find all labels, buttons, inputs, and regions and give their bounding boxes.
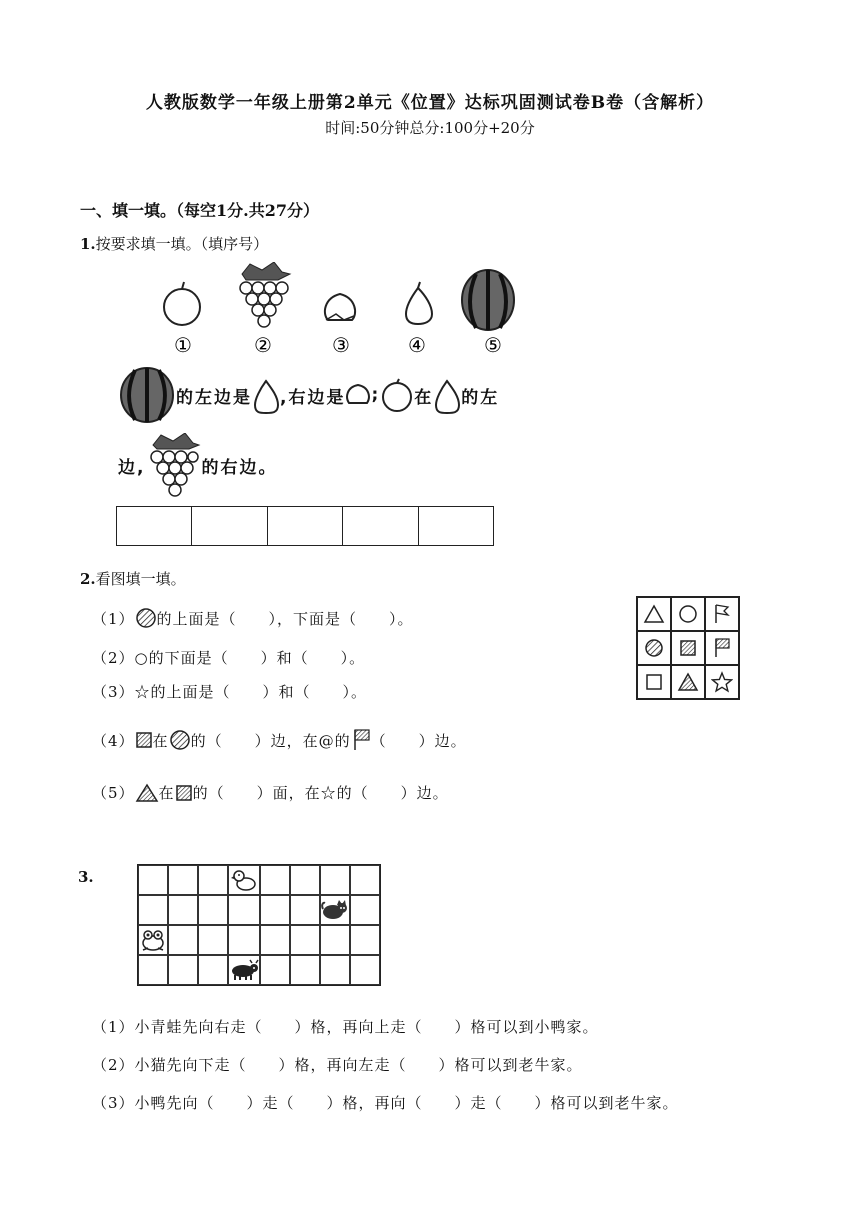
q1-text-e: 的左 [461,387,500,408]
fruit-label-4: ④ [408,333,426,357]
map-cell [228,865,260,895]
grape-icon [145,433,201,497]
hatched-square-icon [135,731,153,749]
map-cell [138,895,168,925]
grid-cell [671,597,705,631]
q2-l5-a: 在 [158,784,175,802]
q1-answer-boxes [116,506,494,546]
q1-text-f: 边, [118,457,146,478]
peach-icon [325,294,355,320]
map-cell [198,955,228,985]
map-cell [168,955,198,985]
flag-icon [712,603,732,625]
map-cell [198,925,228,955]
q2-prompt: 看图填一填。 [95,570,186,588]
q2-l5-b: 的（ ）面，在☆的（ ）边。 [192,784,449,802]
q1-text-b: ,右边是 [280,387,346,408]
q2-line-2: （2）○的下面是（ ）和（ ）。 [92,649,366,667]
map-cell [198,895,228,925]
section-heading: 一、填一填。（每空1分.共27分） [80,201,319,220]
pear-icon [252,375,280,415]
pear-icon [433,375,461,415]
map-cell [260,895,290,925]
apple-icon [164,282,200,325]
fruit-label-1: ① [174,333,192,357]
map-cell [228,895,260,925]
map-cell [350,955,380,985]
q2-line-1 [92,607,414,629]
pear-icon [406,282,432,324]
q2-number: 2. [80,570,96,588]
page-subtitle: 时间:50分钟总分:100分+20分 [325,119,535,137]
map-cell [168,865,198,895]
q3-heading [78,868,94,886]
hatched-circle-icon [169,729,191,751]
watermelon-icon [462,270,514,330]
grid-cell [705,631,739,665]
grid-cell [705,597,739,631]
q2-heading [80,568,186,589]
grid-cell [637,631,671,665]
q1-text-d: 在 [414,387,434,408]
map-cell [260,865,290,895]
q2-l1-num: （1） [92,609,135,628]
map-cell [138,865,168,895]
map-cell [228,955,260,985]
answer-cell[interactable] [117,507,192,545]
animal-map-grid [137,864,381,986]
map-cell [260,925,290,955]
q2-line-5 [92,782,449,803]
q1-number: 1. [80,235,96,253]
frog-icon [140,928,166,952]
q3-line-3: （3）小鸭先向（ ）走（ ）格，再向（ ）走（ ）格可以到老牛家。 [92,1094,679,1112]
shape-grid [636,596,740,700]
q2-l4-c: （ ）边。 [370,731,467,750]
q3-line-2: （2）小猫先向下走（ ）格，再向左走（ ）格可以到老牛家。 [92,1056,583,1074]
q2-l4-b: 的（ ）边，在@的 [190,731,351,750]
map-cell [260,955,290,985]
watermelon-icon [118,366,176,424]
cat-icon [321,899,349,921]
q1-prompt: 按要求填一填。（填序号） [95,235,269,253]
answer-cell[interactable] [343,507,418,545]
map-cell [138,955,168,985]
grid-cell [671,665,705,699]
grid-cell [637,665,671,699]
map-cell [320,925,350,955]
q1-sentence-2 [118,432,277,498]
q2-l4-a: 在 [152,731,169,750]
map-cell [290,955,320,985]
q1-sentence-1 [118,365,499,425]
hatched-circle-icon [644,638,664,658]
map-cell [320,865,350,895]
hatched-square-icon [175,784,193,802]
star-icon [711,671,733,693]
hatched-square-icon [678,638,698,658]
grid-cell [637,597,671,631]
map-cell [290,865,320,895]
cow-icon [229,959,259,981]
fruit-label-3: ③ [332,333,350,357]
map-cell [138,925,168,955]
q1-heading [80,233,268,254]
q2-l1-text: 的上面是（ ），下面是（ ）。 [156,609,414,628]
map-cell [350,925,380,955]
map-cell [320,955,350,985]
hatched-flag-icon [712,637,732,659]
q1-text-g: 的右边。 [201,457,278,478]
map-cell [228,925,260,955]
grape-icon [240,262,290,327]
q2-l4-num: （4） [92,731,135,750]
map-cell [168,925,198,955]
answer-cell[interactable] [419,507,493,545]
hatched-circle-icon [135,607,157,629]
q3-line-1: （1）小青蛙先向右走（ ）格，再向上走（ ）格可以到小鸭家。 [92,1018,599,1036]
map-cell [290,895,320,925]
grid-cell [671,631,705,665]
fruit-row [150,262,530,358]
duck-icon [231,868,257,892]
fruit-label-2: ② [254,333,272,357]
triangle-icon [643,604,665,624]
map-cell [168,895,198,925]
hatched-triangle-icon [677,672,699,692]
q2-l5-num: （5） [92,784,135,802]
fruit-label-5: ⑤ [484,333,502,357]
peach-icon [345,383,371,407]
grid-cell [705,665,739,699]
map-cell [198,865,228,895]
hatched-flag-icon [351,728,371,752]
q1-text-c: ; [371,385,381,405]
map-cell [320,895,350,925]
apple-icon [380,378,414,412]
q2-line-3: （3）☆的上面是（ ）和（ ）。 [92,683,368,701]
map-cell [290,925,320,955]
square-icon [644,672,664,692]
q2-line-4 [92,728,467,752]
q3-number: 3. [78,868,94,886]
map-cell [350,895,380,925]
circle-icon [678,604,698,624]
hatched-triangle-icon [135,783,159,803]
page-title: 人教版数学一年级上册第2单元《位置》达标巩固测试卷B卷（含解析） [145,93,715,113]
answer-cell[interactable] [192,507,267,545]
q1-text-a: 的左边是 [176,387,252,408]
answer-cell[interactable] [268,507,343,545]
map-cell [350,865,380,895]
